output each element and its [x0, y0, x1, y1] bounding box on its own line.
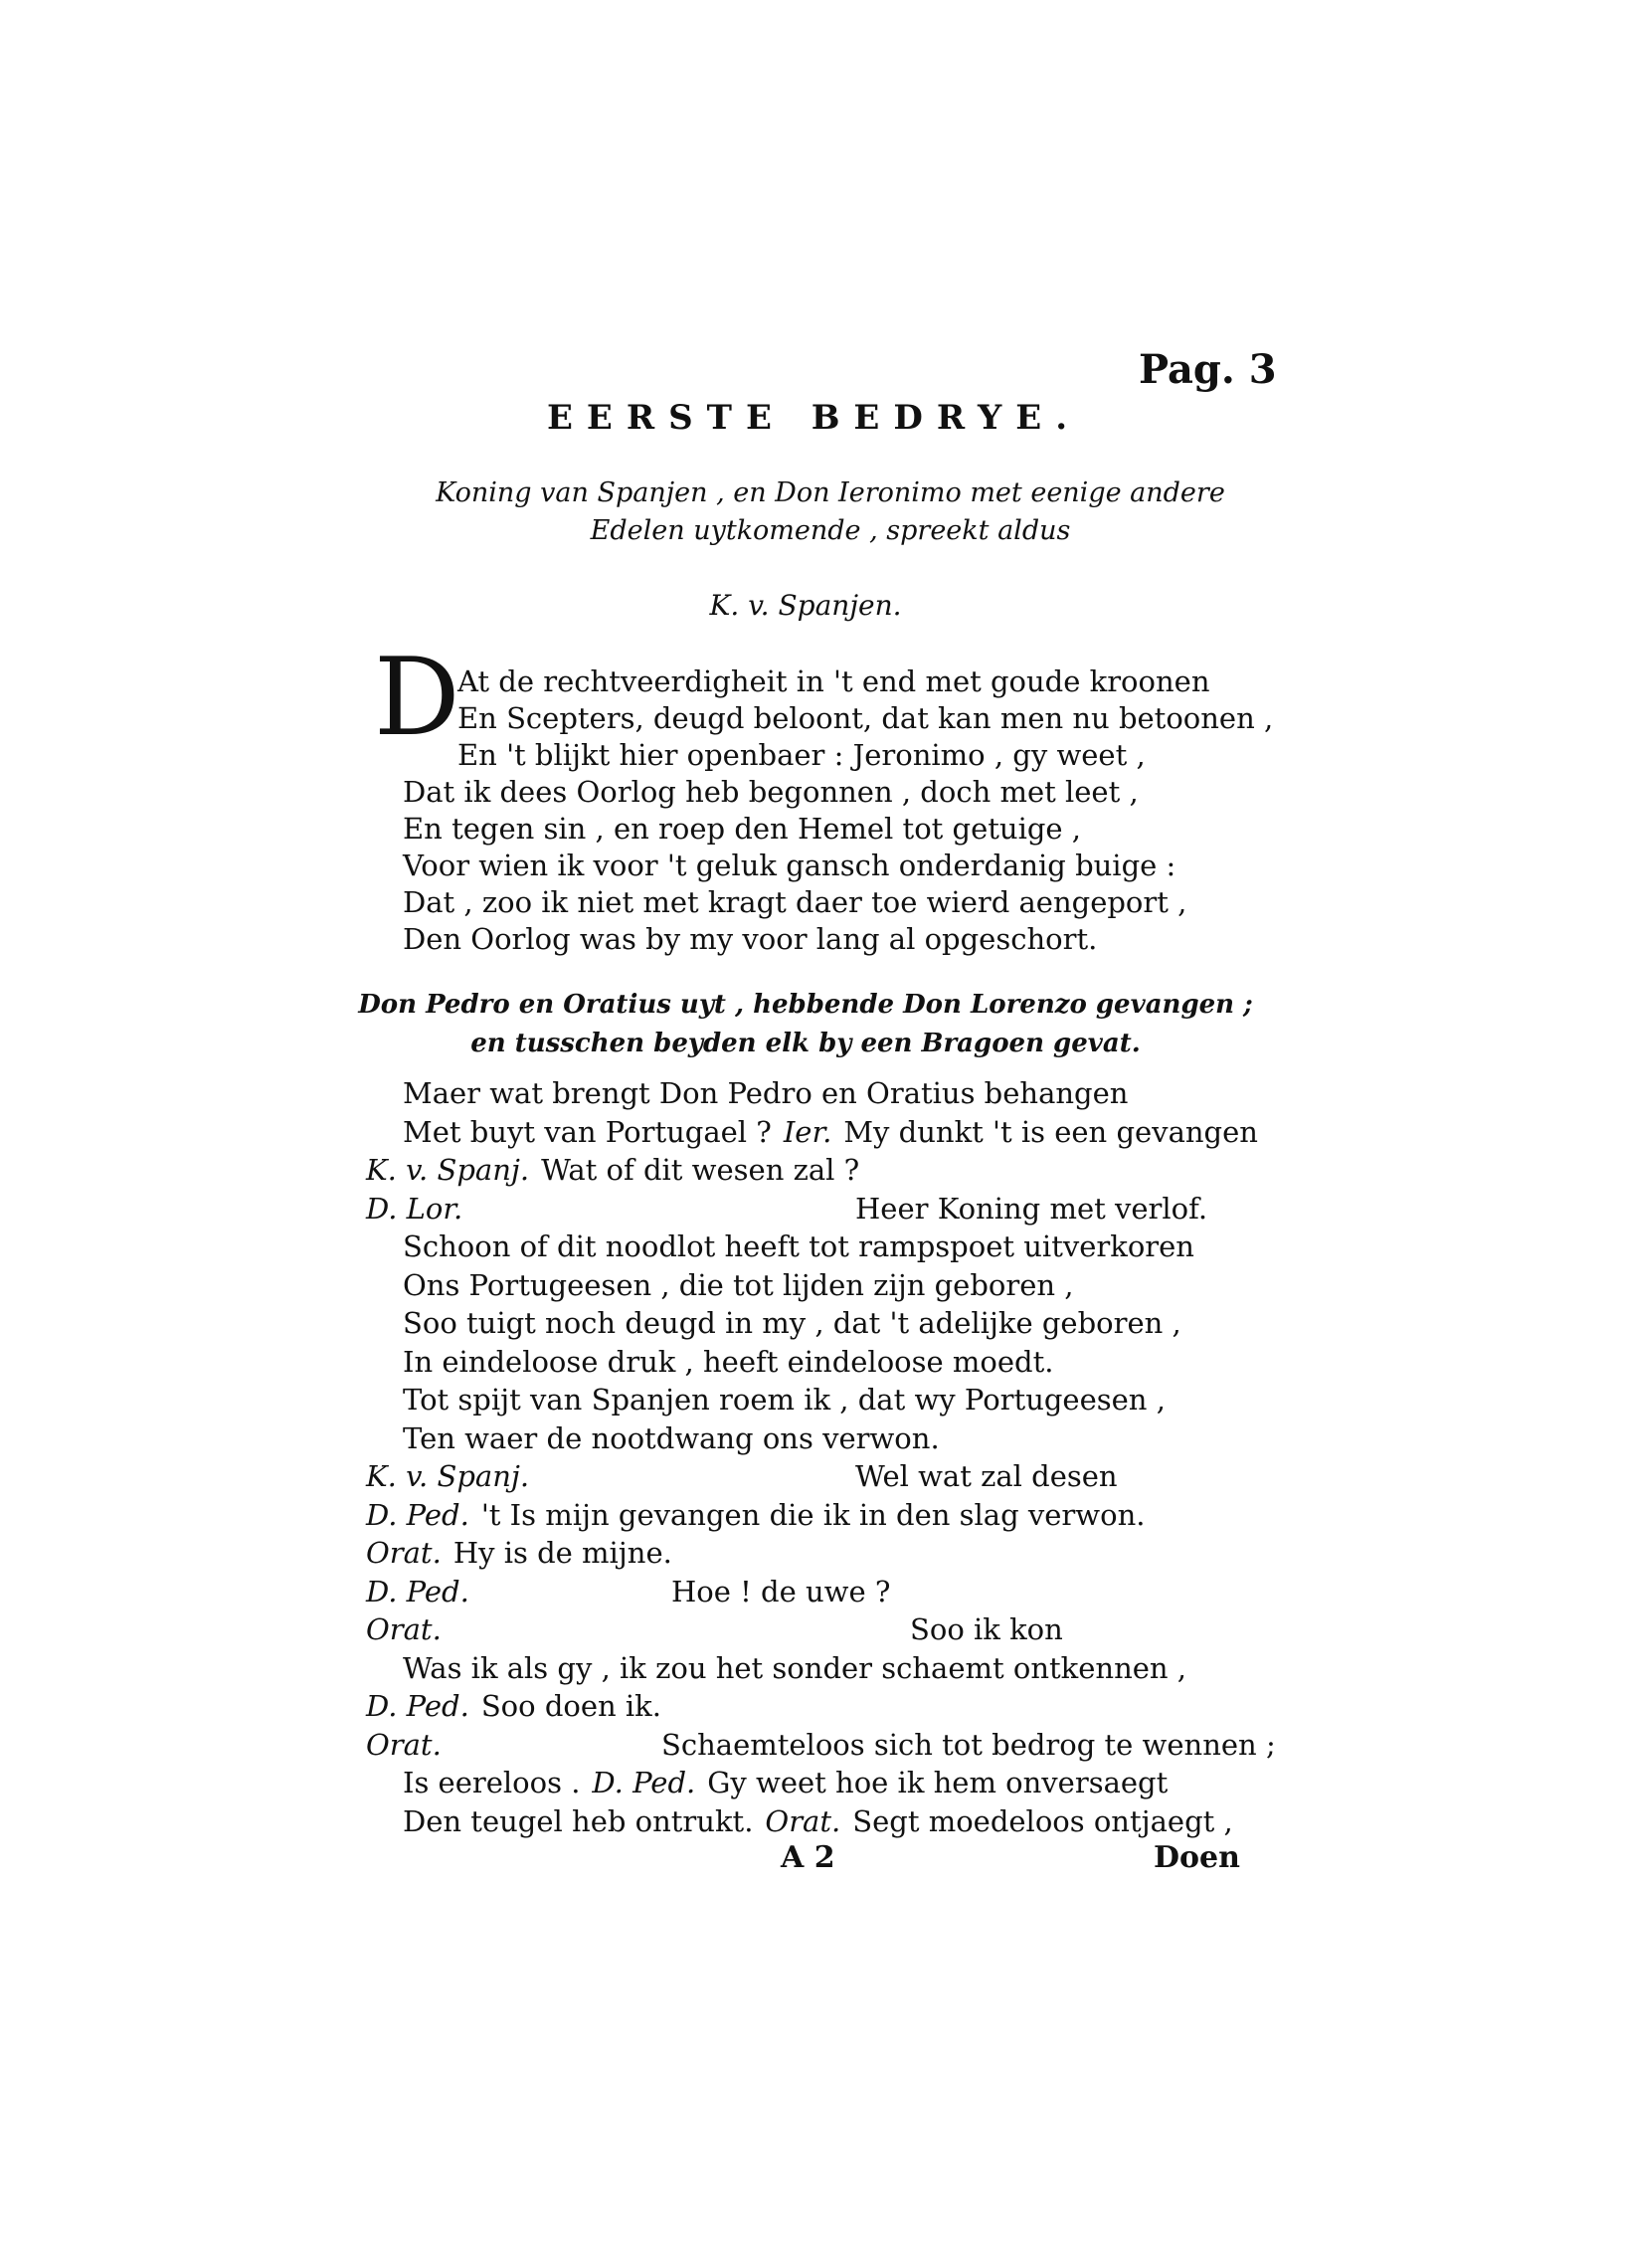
- speaker-name: D. Ped.: [366, 1689, 469, 1723]
- dialogue-line: [366, 1612, 1063, 1646]
- signature-mark: A 2: [781, 1840, 835, 1875]
- dialogue-line: [366, 1459, 1118, 1493]
- line-text: Hy is de mijne.: [452, 1536, 672, 1570]
- line-text: Maer wat brengt Don Pedro en Oratius behangen: [403, 1076, 1129, 1110]
- line-text: Soo tuigt noch deugd in my , dat 't adelijke geboren ,: [403, 1306, 1181, 1340]
- line-text: My dunkt 't is een gevangen: [843, 1114, 1258, 1149]
- verse-line: At de rechtveerdigheit in 't end met goude kroonen: [457, 664, 1210, 698]
- speaker-name: Orat.: [366, 1612, 442, 1646]
- speaker-name: D. Ped.: [366, 1497, 469, 1532]
- dialogue-line: [366, 1574, 891, 1608]
- line-text: Soo ik kon: [910, 1612, 1063, 1646]
- speaker-name: Orat.: [366, 1727, 442, 1762]
- line-text: Den teugel heb ontrukt.: [403, 1803, 754, 1838]
- dialogue-line: [366, 1689, 661, 1723]
- line-text: Was ik als gy , ik zou het sonder schaemt ontkennen ,: [403, 1650, 1187, 1685]
- verse-line: Dat ik dees Oorlog heb begonnen , doch met leet ,: [403, 775, 1139, 809]
- verse-line: En tegen sin , en roep den Hemel tot getuige ,: [403, 812, 1082, 846]
- stage-direction-line: en tusschen beyden elk by een Bragoen gevat.: [470, 1029, 1141, 1058]
- speaker-name: Orat.: [366, 1536, 442, 1570]
- speaker-name: D. Ped.: [366, 1574, 469, 1608]
- line-text: Segt moedeloos ontjaegt ,: [852, 1803, 1233, 1838]
- verse-line: Voor wien ik voor 't geluk gansch onderdanig buige :: [403, 849, 1176, 882]
- verse-line: En Scepters, deugd beloont, dat kan men nu betoonen ,: [457, 701, 1274, 735]
- speaker-name: D. Lor.: [366, 1191, 463, 1226]
- line-text: Tot spijt van Spanjen roem ik , dat wy Portugeesen ,: [403, 1383, 1166, 1417]
- verse-line: Den Oorlog was by my voor lang al opgeschort.: [403, 922, 1098, 956]
- dialogue-line: [403, 1229, 1194, 1263]
- dialogue-line: [403, 1383, 1166, 1417]
- dialogue-line: [366, 1498, 1145, 1532]
- dialogue-line: [366, 1153, 859, 1187]
- line-text: Schoon of dit noodlot heeft tot rampspoet uitverkoren: [403, 1229, 1194, 1263]
- dialogue-line: [403, 1345, 1053, 1379]
- speaker-name: K. v. Spanj.: [366, 1459, 530, 1493]
- stage-direction-line: Koning van Spanjen , en Don Ieronimo met eenige andere: [436, 477, 1225, 508]
- dialogue-line: [403, 1268, 1074, 1302]
- speaker-heading: K. v. Spanjen.: [709, 589, 902, 622]
- dialogue-line: [366, 1191, 1208, 1226]
- speaker-name: K. v. Spanj.: [366, 1153, 530, 1187]
- line-text: Schaemteloos sich tot bedrog te wennen ;: [661, 1727, 1276, 1762]
- verse-line: Dat , zoo ik niet met kragt daer toe wierd aengeport ,: [403, 885, 1187, 919]
- line-text: Ten waer de nootdwang ons verwon.: [403, 1420, 940, 1455]
- verse-line: En 't blijkt hier openbaer : Jeronimo , gy weet ,: [457, 738, 1146, 772]
- dialogue-line: [403, 1306, 1181, 1340]
- drop-cap-initial: D: [374, 636, 460, 760]
- line-text: Wat of dit wesen zal ?: [541, 1153, 860, 1187]
- catchword: Doen: [1154, 1840, 1240, 1875]
- line-text: Ons Portugeesen , die tot lijden zijn geboren ,: [403, 1267, 1074, 1302]
- line-text: Heer Koning met verlof.: [855, 1191, 1208, 1226]
- speaker-name: D. Ped.: [592, 1766, 696, 1799]
- line-text: 't Is mijn gevangen die ik in den slag verwon.: [480, 1497, 1146, 1532]
- line-text: Wel wat zal desen: [855, 1459, 1118, 1493]
- dialogue-line: [403, 1651, 1186, 1685]
- act-title: EERSTE BEDRYE.: [547, 398, 1082, 438]
- speaker-name: Ier.: [783, 1114, 832, 1149]
- dialogue-line: [366, 1536, 672, 1570]
- line-text: Is eereloos .: [403, 1766, 581, 1799]
- line-text: Soo doen ik.: [480, 1689, 661, 1723]
- dialogue-line: [403, 1421, 940, 1455]
- line-text: Gy weet hoe ik hem onversaegt: [707, 1766, 1169, 1799]
- stage-direction-line: Don Pedro en Oratius uyt , hebbende Don Lorenzo gevangen ;: [358, 990, 1253, 1020]
- dialogue-line: [403, 1076, 1128, 1110]
- dialogue-line: [403, 1804, 1233, 1838]
- page-number: Pag. 3: [1139, 346, 1277, 393]
- line-text: Hoe ! de uwe ?: [671, 1574, 891, 1608]
- line-text: In eindeloose druk , heeft eindeloose moedt.: [403, 1344, 1054, 1379]
- line-text: Met buyt van Portugael ?: [403, 1114, 772, 1149]
- dialogue-line: [366, 1727, 1276, 1762]
- dialogue-line: [403, 1115, 1258, 1149]
- dialogue-line: [403, 1766, 1168, 1799]
- stage-direction-line: Edelen uytkomende , spreekt aldus: [590, 515, 1071, 546]
- speaker-name: Orat.: [765, 1803, 841, 1838]
